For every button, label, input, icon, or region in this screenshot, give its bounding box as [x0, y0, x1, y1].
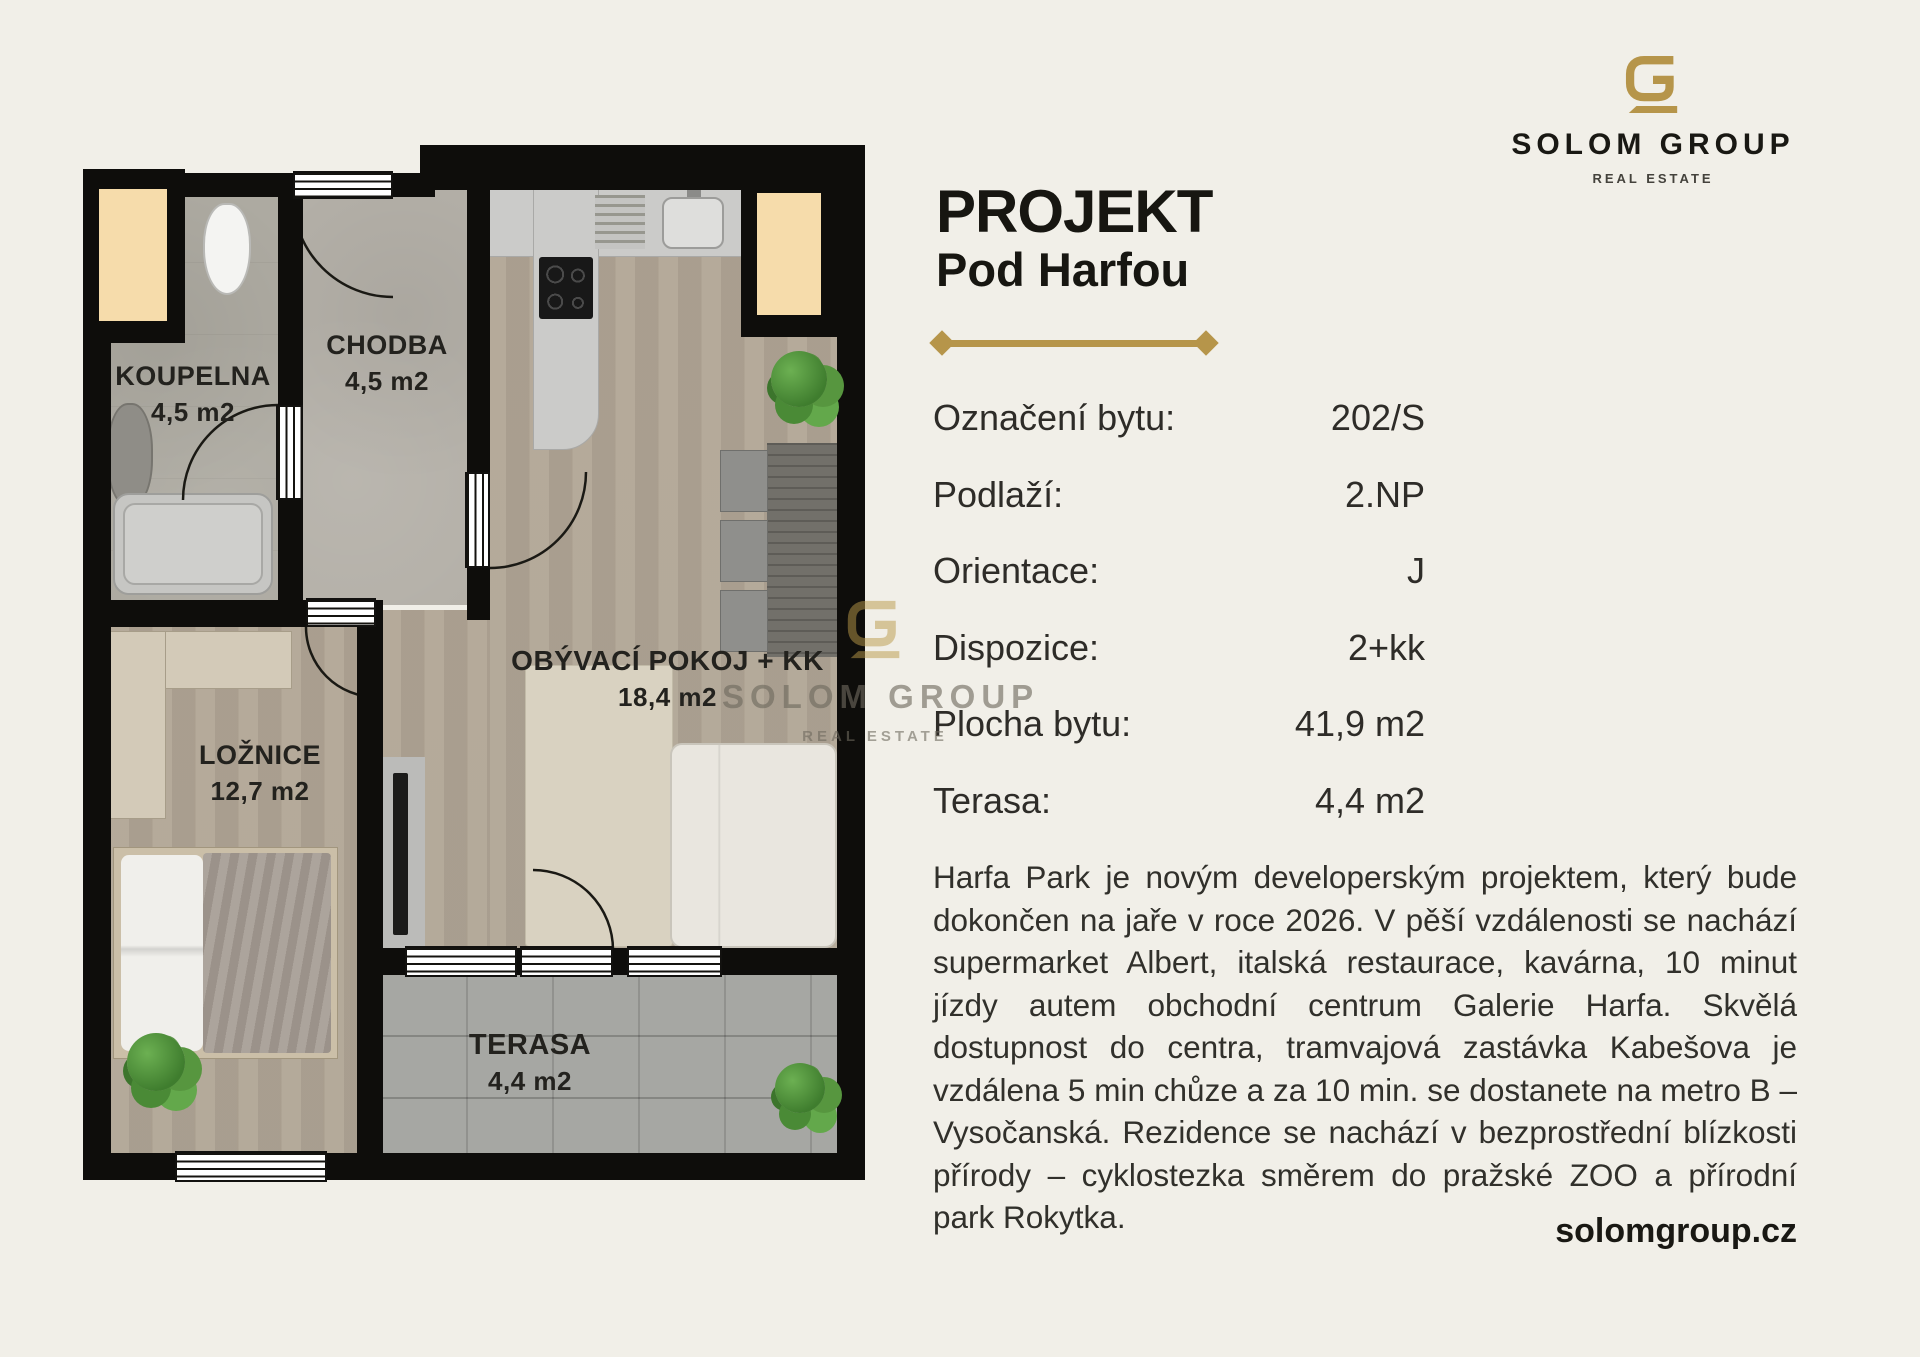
detail-value: J [1407, 550, 1425, 592]
detail-label: Terasa: [933, 779, 1052, 821]
bedroom-window [175, 1151, 327, 1182]
detail-row [933, 686, 1425, 763]
detail-value: 2.NP [1344, 473, 1425, 515]
window-box [757, 193, 821, 315]
detail-row [933, 457, 1425, 534]
company-tagline: REAL ESTATE [1592, 171, 1714, 186]
description-paragraph: Harfa Park je novým developerským projektem, který bude dokončen na jaře v roce 2026. V pěší vzdálenosti se nachází supermarket Albert, italská restaurace, kavárna, 10 minut jízdy autem obchodní centrum Galerie Harfa. Skvělá dostupnost do centra, tramvajová zastávka Kabešova je vzdálena 5 min chůze a za 10 min. se dostanete na metro B – Vysočanská. Rezidence se nachází v bezprostřední blízkosti přírody – cyklostezka směrem do pražské ZOO a přírodní park Rokytka. [933, 859, 1797, 1235]
plant [127, 1033, 185, 1091]
plant [775, 1063, 825, 1113]
logo [1511, 50, 1795, 186]
wall-bedroom-living-divider [357, 600, 383, 1153]
room-name: CHODBA [326, 330, 448, 360]
room-area: 4,5 m2 [345, 366, 429, 396]
company-name: SOLOM GROUP [1511, 128, 1795, 161]
header [936, 180, 1212, 296]
website-link[interactable]: solomgroup.cz [1555, 1212, 1797, 1250]
terrace-window [405, 946, 517, 977]
plant [771, 351, 827, 407]
logo-monogram-icon [1621, 50, 1685, 120]
page-subtitle: Pod Harfou [936, 243, 1190, 296]
room-area: 18,4 m2 [618, 682, 717, 712]
room-name: TERASA [468, 1029, 592, 1061]
detail-label: Označení bytu: [933, 397, 1176, 439]
detail-value: 4,4 m2 [1314, 779, 1425, 821]
room-label-hallway [303, 327, 471, 399]
room-area: 4,4 m2 [488, 1066, 572, 1096]
detail-label: Orientace: [933, 550, 1100, 592]
room-name: OBÝVACÍ POKOJ + KK [511, 645, 824, 676]
bedroom-door [306, 598, 376, 627]
detail-row [933, 610, 1425, 687]
room-name: KOUPELNA [115, 361, 271, 391]
room-label-living [495, 643, 840, 715]
detail-value: 202/S [1330, 397, 1425, 439]
room-label-bedroom [165, 737, 355, 809]
floor-plan [75, 145, 865, 1180]
detail-label: Plocha bytu: [933, 703, 1132, 745]
detail-value: 2+kk [1347, 626, 1425, 668]
detail-value: 41,9 m2 [1294, 703, 1425, 745]
terrace-window [627, 946, 722, 977]
watermark-tagline: REAL ESTATE [802, 728, 948, 745]
room-name: LOŽNICE [199, 740, 321, 770]
detail-row [933, 380, 1425, 457]
watermark-name: SOLOM GROUP [722, 678, 1040, 715]
room-area: 4,5 m2 [151, 397, 235, 427]
detail-row [933, 763, 1425, 840]
wall-right [837, 145, 865, 1180]
details-list [933, 380, 1425, 839]
detail-label: Podlaží: [933, 473, 1064, 515]
terrace-door [520, 946, 613, 977]
detail-row [933, 533, 1425, 610]
room-label-terrace [405, 1027, 655, 1099]
window-box [99, 189, 167, 321]
room-area: 12,7 m2 [210, 776, 310, 806]
gold-divider [943, 340, 1205, 347]
room-label-bathroom [103, 358, 283, 430]
living-door [465, 472, 490, 568]
entrance-door [293, 171, 393, 199]
page-title: PROJEKT [936, 178, 1213, 245]
detail-label: Dispozice: [933, 626, 1100, 668]
